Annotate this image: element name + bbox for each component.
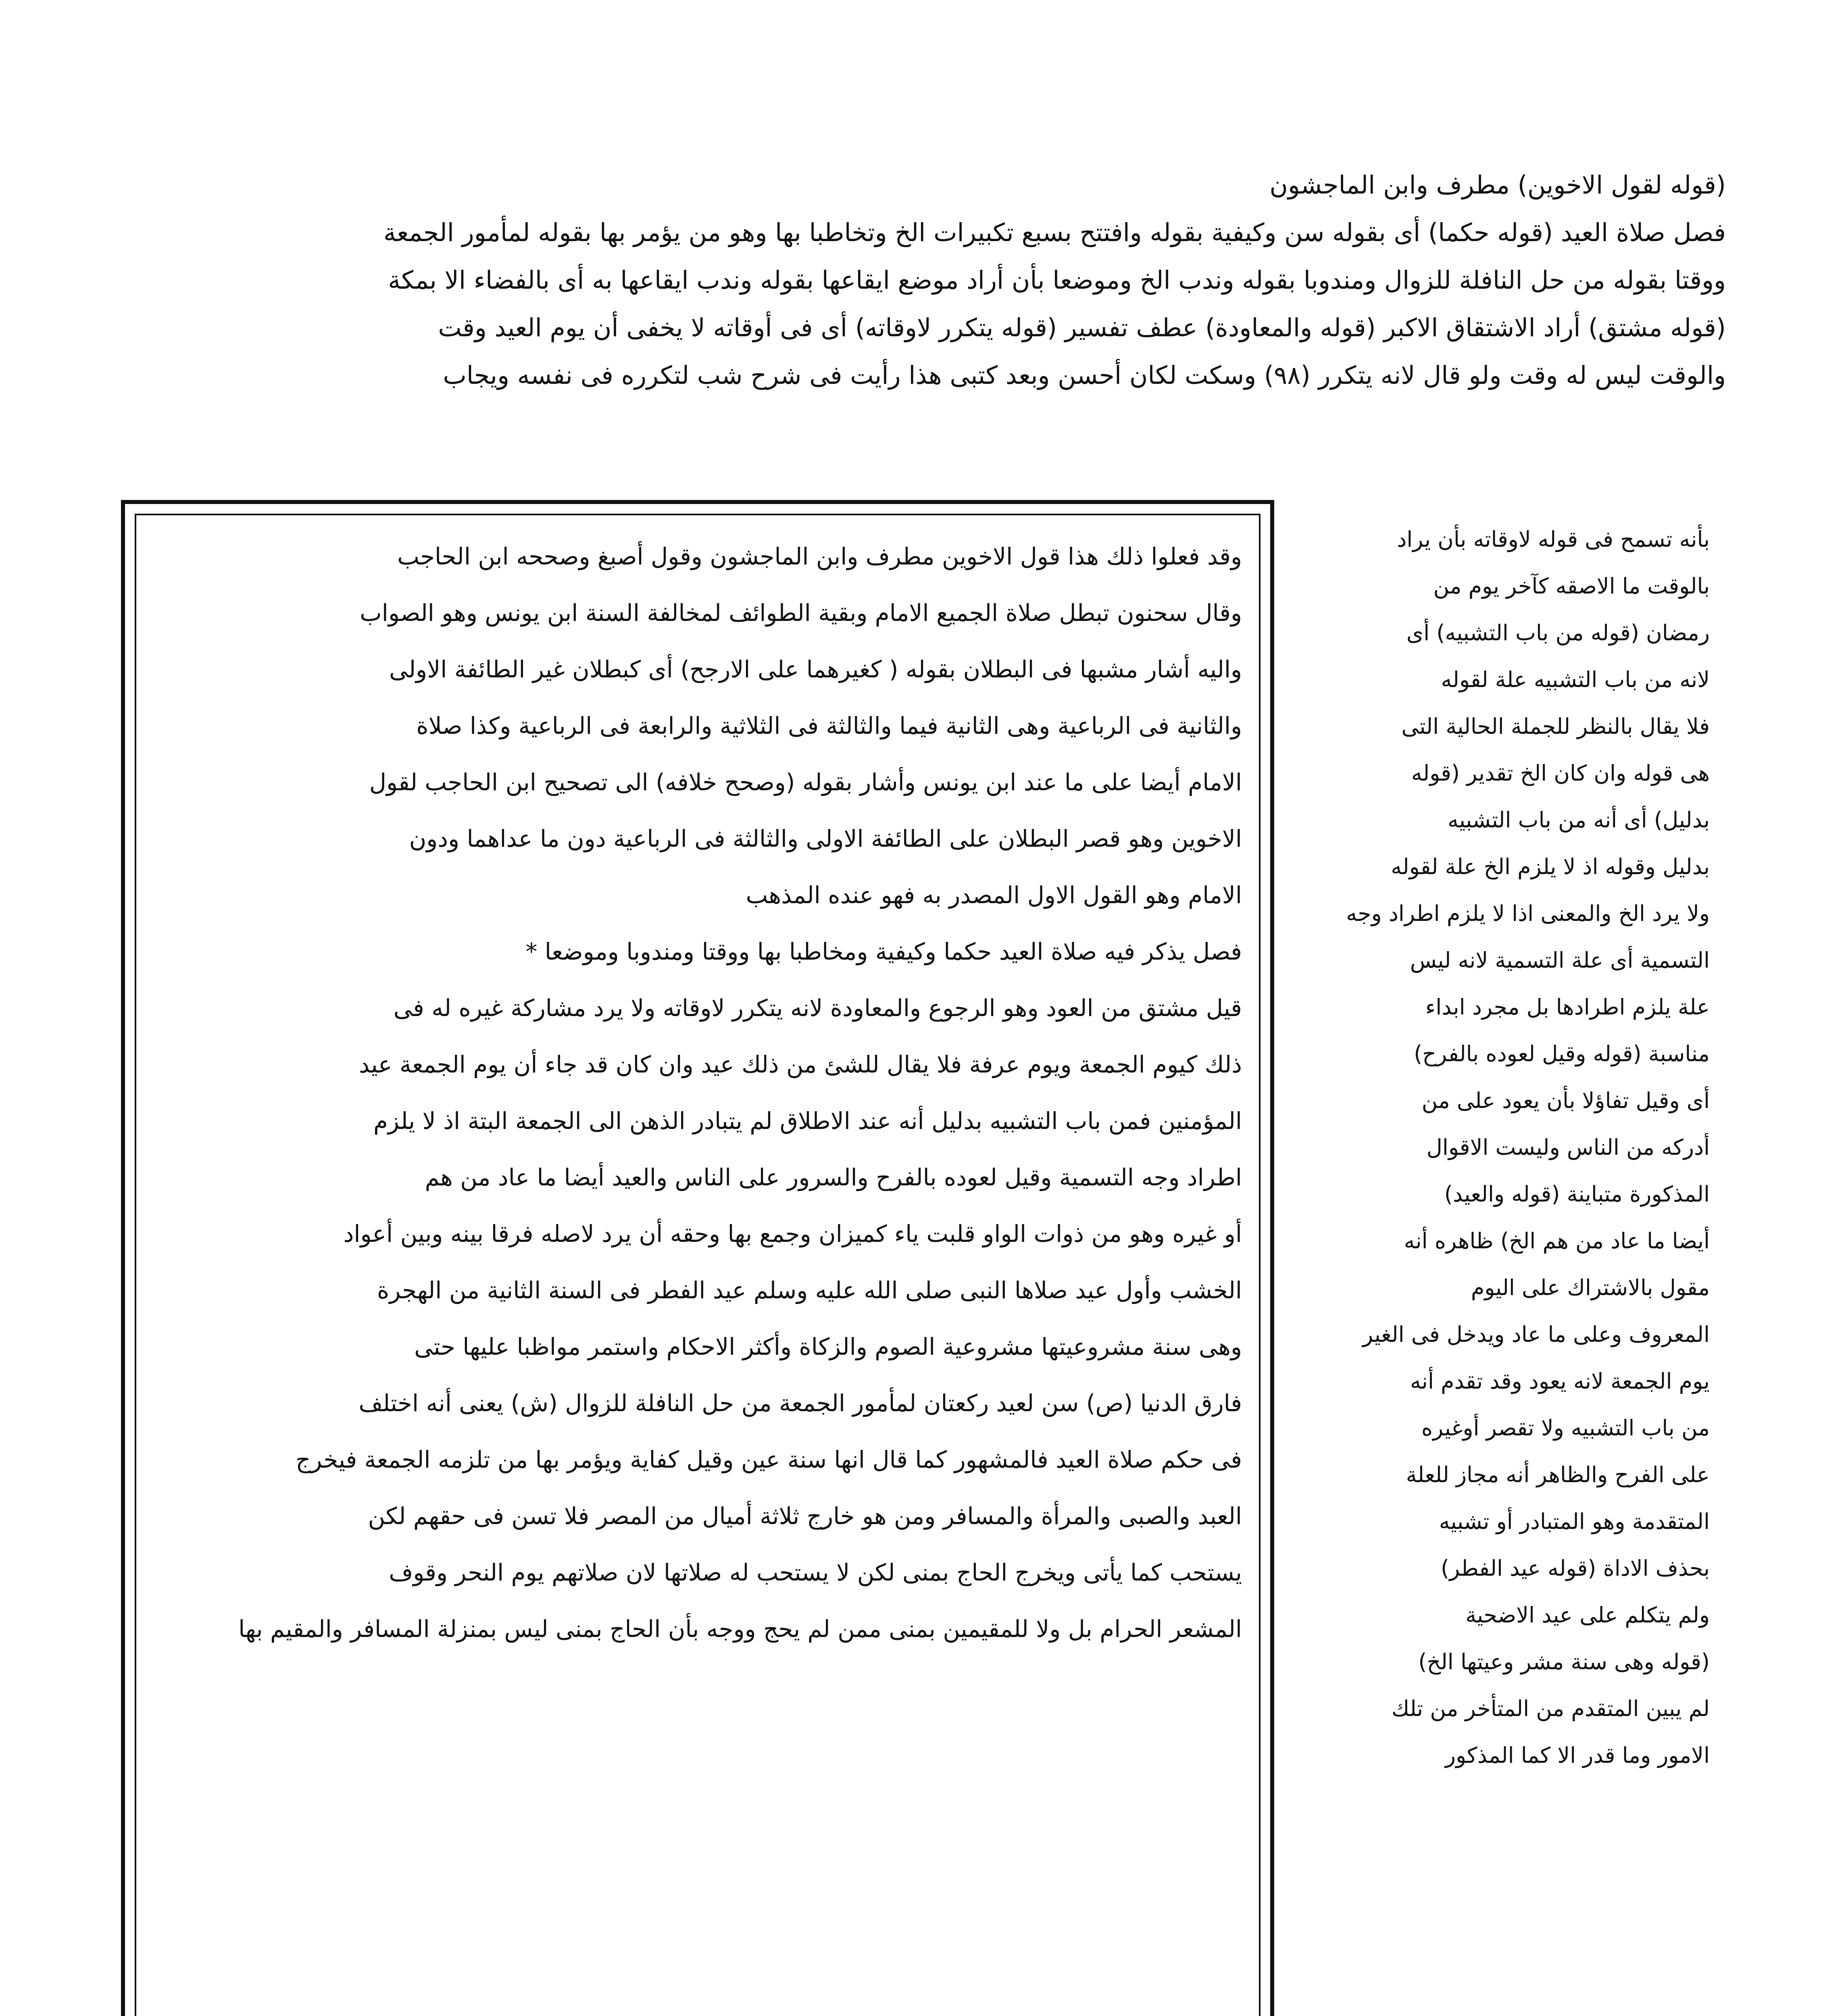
margin-line: علة يلزم اطرادها بل مجرد ابداء bbox=[1425, 994, 1710, 1020]
header-commentary bbox=[113, 161, 1726, 399]
main-line: وقال سحنون تبطل صلاة الجميع الامام وبقية الطوائف لمخالفة السنة ابن يونس وهو الصواب bbox=[360, 599, 1242, 627]
text-line: ووقتا بقوله من حل النافلة للزوال ومندوبا بقوله وندب الخ وموضعا بأن أراد موضع ايقاعها بقوله وندب ايقاعها به أى بالفضاء الا بمكة bbox=[388, 265, 1726, 295]
margin-line: (قوله وهى سنة مشر وعيتها الخ) bbox=[1418, 1649, 1710, 1674]
margin-line: لم يبين المتقدم من المتأخر من تلك bbox=[1391, 1696, 1710, 1721]
margin-line: بحذف الاداة (قوله عيد الفطر) bbox=[1441, 1556, 1710, 1581]
margin-line: أى وقيل تفاؤلا بأن يعود على من bbox=[1421, 1088, 1710, 1113]
margin-line: مناسبة (قوله وقيل لعوده بالفرح) bbox=[1414, 1041, 1710, 1066]
margin-line: الامور وما قدر الا كما المذكور bbox=[1445, 1743, 1710, 1768]
margin-line: من باب التشبيه ولا تقصر أوغيره bbox=[1421, 1415, 1710, 1441]
margin-line: التسمية أى علة التسمية لانه ليس bbox=[1410, 948, 1710, 973]
main-line: والثانية فى الرباعية وهى الثانية فيما والثالثة فى الثلاثية والرابعة فى الرباعية وكذا صلاة bbox=[416, 712, 1242, 739]
main-line: وهى سنة مشروعيتها مشروعية الصوم والزكاة وأكثر الاحكام واستمر مواظبا عليها حتى bbox=[414, 1333, 1242, 1360]
running-title: (قوله لقول الاخوين) مطرف وابن الماجشون bbox=[1269, 170, 1726, 200]
margin-line: هى قوله وان كان الخ تقدير (قوله bbox=[1411, 760, 1710, 786]
main-line: الامام وهو القول الاول المصدر به فهو عنده المذهب bbox=[746, 881, 1242, 909]
margin-line: بدليل وقوله اذ لا يلزم الخ علة لقوله bbox=[1391, 854, 1710, 879]
margin-line: على الفرح والظاهر أنه مجاز للعلة bbox=[1406, 1462, 1710, 1487]
main-line: اطراد وجه التسمية وقيل لعوده بالفرح والسرور على الناس والعيد أيضا ما عاد من هم bbox=[425, 1164, 1242, 1191]
margin-line: بالوقت ما الاصقه كآخر يوم من bbox=[1433, 573, 1710, 599]
text-line: فصل صلاة العيد (قوله حكما) أى بقوله سن وكيفية بقوله وافتتح بسبع تكبيرات الخ وتخاطبا بها وهو من يؤمر بها بقوله لمأمور الجمعة bbox=[383, 218, 1726, 247]
margin-line: المذكورة متباينة (قوله والعيد) bbox=[1444, 1181, 1710, 1207]
section-heading: فصل يذكر فيه صلاة العيد حكما وكيفية ومخاطبا بها ووقتا ومندوبا وموضعا * bbox=[525, 938, 1242, 965]
main-line: قيل مشتق من العود وهو الرجوع والمعاودة لانه يتكرر لاوقاته ولا يرد مشاركة غيره له فى bbox=[393, 994, 1242, 1022]
margin-line: رمضان (قوله من باب التشبيه) أى bbox=[1406, 620, 1710, 646]
main-line: الخشب وأول عيد صلاها النبى صلى الله عليه وسلم عيد الفطر فى السنة الثانية من الهجرة bbox=[377, 1277, 1242, 1304]
margin-line: ولم يتكلم على عيد الاضحية bbox=[1465, 1602, 1710, 1628]
margin-line: لانه من باب التشبيه علة لقوله bbox=[1441, 667, 1710, 692]
margin-line: بأنه تسمح فى قوله لاوقاته بأن يراد bbox=[1397, 527, 1710, 552]
main-line: فى حكم صلاة العيد فالمشهور كما قال انها سنة عين وقيل كفاية ويؤمر بها من تلزمه الجمعة فيخرج bbox=[296, 1446, 1242, 1473]
main-line: يستحب كما يأتى ويخرج الحاج بمنى لكن لا يستحب له صلاتها لان صلاتهم يوم النحر وقوف bbox=[389, 1559, 1242, 1586]
main-line: فارق الدنيا (ص) سن لعيد ركعتان لمأمور الجمعة من حل النافلة للزوال (ش) يعنى أنه اختلف bbox=[358, 1389, 1242, 1417]
main-line: المشعر الحرام بل ولا للمقيمين بمنى ممن لم يحج ووجه بأن الحاج بمنى ليس بمنزلة المسافر والمقيم بها bbox=[238, 1615, 1242, 1643]
margin-line: فلا يقال بالنظر للجملة الحالية التى bbox=[1401, 714, 1710, 739]
text-line: (قوله مشتق) أراد الاشتقاق الاكبر (قوله والمعاودة) عطف تفسير (قوله يتكرر لاوقاته) أى فى أوقاته لا يخفى أن يوم العيد وقت bbox=[438, 313, 1726, 342]
main-text bbox=[153, 528, 1242, 1657]
margin-line: ولا يرد الخ والمعنى اذا لا يلزم اطراد وجه bbox=[1346, 901, 1710, 926]
main-line: ذلك كيوم الجمعة ويوم عرفة فلا يقال للشئ من ذلك عيد وان كان قد جاء أن يوم الجمعة عيد bbox=[359, 1051, 1242, 1078]
margin-line: يوم الجمعة لانه يعود وقد تقدم أنه bbox=[1410, 1368, 1710, 1394]
main-line: أو غيره وهو من ذوات الواو قلبت ياء كميزان وجمع بها وحقه أن يرد لاصله فرقا بينه وبين أعواد bbox=[343, 1220, 1242, 1248]
margin-commentary bbox=[1290, 516, 1710, 1779]
main-line: وقد فعلوا ذلك هذا قول الاخوين مطرف وابن الماجشون وقول أصبغ وصححه ابن الحاجب bbox=[397, 543, 1242, 570]
main-line: الامام أيضا على ما عند ابن يونس وأشار بقوله (وصحح خلافه) الى تصحيح ابن الحاجب لقول bbox=[369, 768, 1242, 796]
text-line-with-page-number: والوقت ليس له وقت ولو قال لانه يتكرر (٩٨) وسكت لكان أحسن وبعد كتبى هذا رأيت فى شرح شب لتكرره فى نفسه ويجاب bbox=[443, 360, 1726, 390]
margin-line: أيضا ما عاد من هم الخ) ظاهره أنه bbox=[1404, 1228, 1710, 1254]
main-line: العبد والصبى والمرأة والمسافر ومن هو خارج ثلاثة أميال من المصر فلا تسن فى حقهم لكن bbox=[368, 1502, 1242, 1530]
margin-line: مقول بالاشتراك على اليوم bbox=[1471, 1275, 1710, 1300]
main-line: الاخوين وهو قصر البطلان على الطائفة الاولى والثالثة فى الرباعية دون ما عداهما ودون bbox=[409, 825, 1242, 852]
main-line: المؤمنين فمن باب التشبيه بدليل أنه عند الاطلاق لم يتبادر الذهن الى الجمعة البتة اذ لا يلزم bbox=[373, 1107, 1242, 1135]
margin-line: المعروف وعلى ما عاد ويدخل فى الغير bbox=[1363, 1322, 1710, 1347]
main-line: واليه أشار مشبها فى البطلان بقوله ( كغيرهما على الارجح) أى كبطلان غير الطائفة الاولى bbox=[389, 656, 1242, 683]
margin-line: المتقدمة وهو المتبادر أو تشبيه bbox=[1439, 1509, 1710, 1534]
margin-line: بدليل) أى أنه من باب التشبيه bbox=[1448, 807, 1710, 833]
margin-line: أدركه من الناس وليست الاقوال bbox=[1426, 1135, 1710, 1160]
main-text-frame bbox=[121, 500, 1274, 2016]
